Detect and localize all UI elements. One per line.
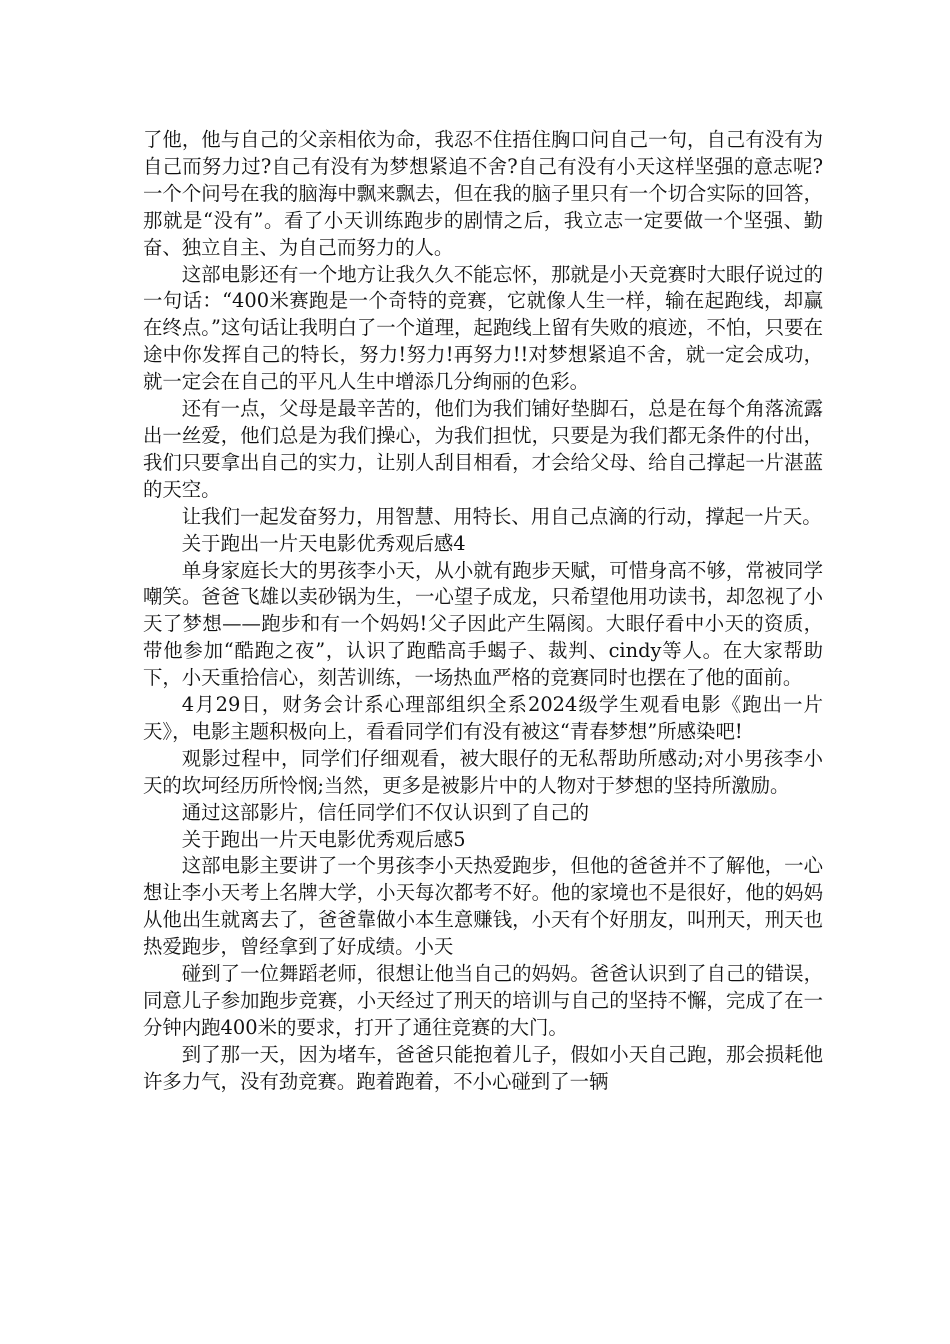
paragraph-8: 通过这部影片，信任同学们不仅认识到了自己的: [181, 800, 589, 824]
paragraph-3: 还有一点，父母是最辛苦的，他们为我们铺好垫脚石，总是在每个角落流露出一丝爱，他们总是为我们操心，为我们担忧，只要是为我们都无条件的付出，我们只要拿出自己的实力，让别人刮目相看，才会给父母、给自己撑起一片湛蓝的天空。: [143, 397, 823, 501]
paragraph-6: 4月29日，财务会计系心理部组织全系2024级学生观看电影《跑出一片天》，电影主题积极向上，看看同学们有没有被这“青春梦想”所感染吧!: [143, 693, 823, 743]
paragraph-4: 让我们一起发奋努力，用智慧、用特长、用自己点滴的行动，撑起一片天。: [181, 504, 822, 528]
paragraph-1: 了他，他与自己的父亲相依为命，我忍不住捂住胸口问自己一句，自己有没有为自己而努力过?自己有没有为梦想紧追不舍?自己有没有小天这样坚强的意志呢?一个个问号在我的脑海中飘来飘去，但在我的脑子里只有一个切合实际的回答，那就是“没有”。看了小天训练跑步的剧情之后，我立志一定要做一个坚强、勤奋、独立自主、为自己而努力的人。: [143, 128, 823, 259]
paragraph-9: 这部电影主要讲了一个男孩李小天热爱跑步，但他的爸爸并不了解他，一心想让李小天考上名牌大学，小天每次都考不好。他的家境也不是很好，他的妈妈从他出生就离去了，爸爸靠做小本生意赚钱，小天有个好朋友，叫刑天，刑天也热爱跑步，曾经拿到了好成绩。小天: [143, 854, 823, 959]
paragraph-7: 观影过程中，同学们仔细观看，被大眼仔的无私帮助所感动;对小男孩李小天的坎坷经历所怜悯;当然，更多是被影片中的人物对于梦想的坚持所激励。: [143, 746, 823, 797]
section-heading-5: 关于跑出一片天电影优秀观后感5: [181, 827, 466, 851]
section-heading-4: 关于跑出一片天电影优秀观后感4: [181, 531, 466, 555]
paragraph-11: 到了那一天，因为堵车，爸爸只能抱着儿子，假如小天自己跑，那会损耗他许多力气，没有劲竞赛。跑着跑着，不小心碰到了一辆: [143, 1042, 823, 1093]
paragraph-10: 碰到了一位舞蹈老师，很想让他当自己的妈妈。爸爸认识到了自己的错误，同意儿子参加跑步竞赛，小天经过了刑天的培训与自己的坚持不懈，完成了在一分钟内跑400米的要求，打开了通往竞赛的大门。: [143, 962, 823, 1039]
paragraph-2: 这部电影还有一个地方让我久久不能忘怀，那就是小天竞赛时大眼仔说过的一句话：“400米赛跑是一个奇特的竞赛，它就像人生一样，输在起跑线，却赢在终点。”这句话让我明白了一个道理，起跑线上留有失败的痕迹，不怕，只要在途中你发挥自己的特长，努力!努力!再努力!!对梦想紧追不舍，就一定会成功，就一定会在自己的平凡人生中增添几分绚丽的色彩。: [143, 262, 823, 394]
document-page: [143, 127, 823, 1096]
paragraph-5: 单身家庭长大的男孩李小天，从小就有跑步天赋，可惜身高不够，常被同学嘲笑。爸爸飞雄以卖砂锅为生，一心望子成龙，只希望他用功读书，却忽视了小天了梦想——跑步和有一个妈妈!父子因此产生隔阂。大眼仔看中小天的资质，带他参加“酷跑之夜”，认识了跑酷高手蝎子、裁判、cindy等人。在大家帮助下，小天重拾信心，刻苦训练，一场热血严格的竞赛同时也摆在了他的面前。: [143, 558, 823, 690]
